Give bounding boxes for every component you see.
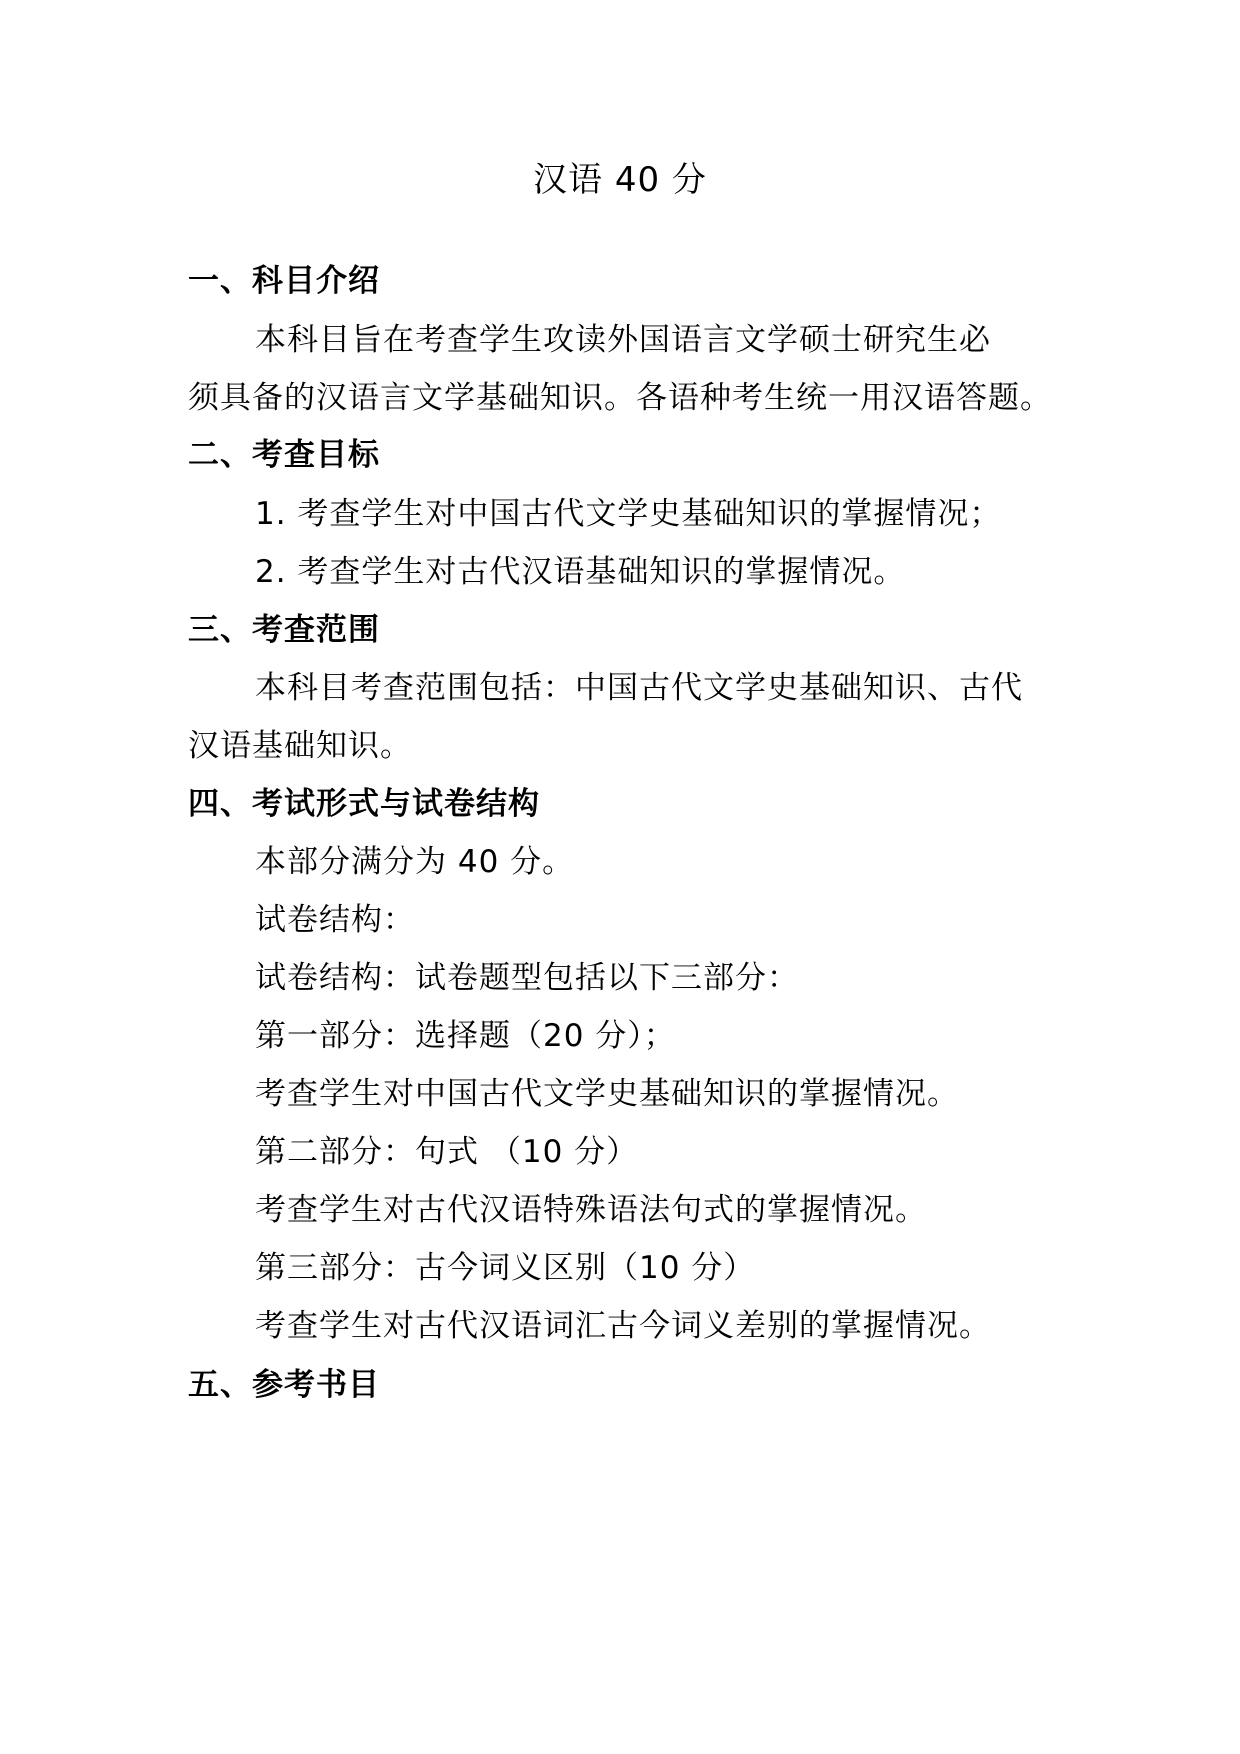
paragraph-line: 试卷结构： xyxy=(255,902,415,938)
paragraph-line: 考查学生对古代汉语特殊语法句式的掌握情况。 xyxy=(255,1192,927,1228)
paragraph-line: 本部分满分为 40 分。 xyxy=(255,844,575,880)
paragraph-line: 考查学生对中国古代文学史基础知识的掌握情况。 xyxy=(255,1076,959,1112)
section-heading-objectives: 二、考查目标 xyxy=(188,437,380,473)
section-heading-scope: 三、考查范围 xyxy=(188,612,380,648)
page-title: 汉语 40 分 xyxy=(533,160,707,200)
paragraph-line: 汉语基础知识。 xyxy=(188,728,412,764)
paragraph-line: 本科目旨在考查学生攻读外国语言文学硕士研究生必 xyxy=(255,322,991,358)
list-item: 1. 考查学生对中国古代文学史基础知识的掌握情况； xyxy=(255,496,1002,532)
section-heading-format: 四、考试形式与试卷结构 xyxy=(188,786,540,822)
paragraph-line: 第三部分：古今词义区别（10 分） xyxy=(255,1250,756,1286)
paragraph-line: 第二部分：句式 （10 分） xyxy=(255,1134,639,1170)
section-heading-intro: 一、科目介绍 xyxy=(188,263,380,299)
paragraph-line: 第一部分：选择题（20 分）； xyxy=(255,1018,676,1054)
paragraph-line: 试卷结构：试卷题型包括以下三部分： xyxy=(255,960,799,996)
list-item: 2. 考查学生对古代汉语基础知识的掌握情况。 xyxy=(255,554,906,590)
section-heading-references: 五、参考书目 xyxy=(188,1367,380,1403)
paragraph-line: 考查学生对古代汉语词汇古今词义差别的掌握情况。 xyxy=(255,1308,991,1344)
paragraph-line: 须具备的汉语言文学基础知识。各语种考生统一用汉语答题。 xyxy=(188,380,1052,416)
paragraph-line: 本科目考查范围包括：中国古代文学史基础知识、古代 xyxy=(255,670,1023,706)
